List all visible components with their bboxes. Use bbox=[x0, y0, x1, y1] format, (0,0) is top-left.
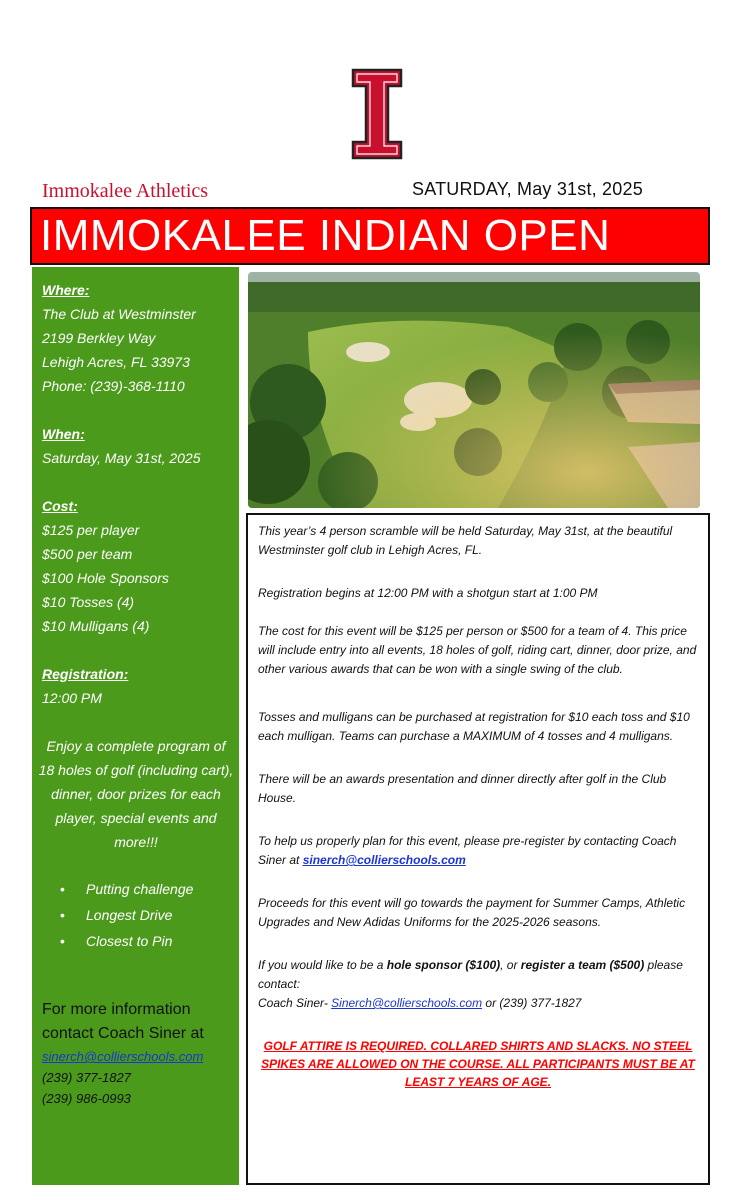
address-line-1: 2199 Berkley Way bbox=[42, 330, 156, 346]
contact-email-link[interactable]: sinerch@collierschools.com bbox=[42, 1049, 204, 1064]
cost-item: $10 Tosses (4) bbox=[42, 594, 135, 610]
cost-item: $10 Mulligans (4) bbox=[42, 618, 150, 634]
paragraph: The cost for this event will be $125 per person or $500 for a team of 4. This price will include entry into all events, 18 holes of golf, riding cart, dinner, door prize, and other various awards that can be won with a single swing of the club. bbox=[258, 624, 697, 676]
paragraph: Tosses and mulligans can be purchased at registration for $10 each toss and $10 each mulligan. Teams can purchase a MAXIMUM of 4 tosses and 4 mulligans. bbox=[258, 710, 690, 743]
hole-sponsor-text: hole sponsor ($100) bbox=[386, 958, 501, 972]
contact-section bbox=[42, 998, 204, 1109]
preregister-text: To help us properly plan for this event, please pre-register by contacting Coach Siner at bbox=[258, 834, 677, 867]
cost-heading: Cost: bbox=[42, 498, 78, 514]
where-section bbox=[42, 278, 196, 398]
event-date: SATURDAY, May 31st, 2025 bbox=[412, 179, 643, 199]
list-item: • Putting challenge bbox=[60, 876, 193, 902]
cost-section bbox=[42, 494, 169, 638]
list-item: • Closest to Pin bbox=[60, 928, 193, 954]
sponsor-paragraph bbox=[258, 956, 700, 1013]
attire-warning: GOLF ATTIRE IS REQUIRED. COLLARED SHIRTS AND SLACKS. NO STEEL SPIKES ARE ALLOWED ON THE COURSE. ALL PARTICIPANTS MUST BE AT LEAST 7 YEARS OF AGE. bbox=[261, 1039, 695, 1089]
activity-list bbox=[60, 876, 193, 954]
list-item: • Longest Drive bbox=[60, 902, 193, 928]
sponsor-text: , or bbox=[500, 958, 521, 972]
paragraph: Proceeds for this event will go towards the payment for Summer Camps, Athletic Upgrades and New Adidas Uniforms for the 2025-2026 seasons. bbox=[258, 896, 686, 929]
where-heading: Where: bbox=[42, 282, 90, 298]
when-section bbox=[42, 422, 201, 470]
sponsor-text: If you would like to be a bbox=[258, 958, 387, 972]
address-line-2: Lehigh Acres, FL 33973 bbox=[42, 354, 190, 370]
paragraph: Registration begins at 12:00 PM with a shotgun start at 1:00 PM bbox=[258, 586, 598, 600]
coach-label: Coach Siner- bbox=[258, 996, 332, 1010]
venue-name: The Club at Westminster bbox=[42, 306, 196, 322]
paragraph: This year’s 4 person scramble will be held Saturday, May 31st, at the beautiful Westminster golf club in Lehigh Acres, FL. bbox=[258, 524, 673, 557]
preregister-paragraph bbox=[258, 832, 700, 870]
registration-heading: Registration: bbox=[42, 666, 129, 682]
cost-item: $100 Hole Sponsors bbox=[42, 570, 169, 586]
sponsor-email-link[interactable]: Sinerch@collierschools.com bbox=[331, 996, 483, 1010]
more-info-line-1: For more information bbox=[42, 1001, 191, 1018]
preregister-email-link[interactable]: sinerch@collierschools.com bbox=[302, 853, 466, 867]
registration-section bbox=[42, 662, 128, 710]
program-description: Enjoy a complete program of 18 holes of golf (including cart), dinner, door prizes for each player, special events and more!!! bbox=[38, 738, 234, 850]
when-date: Saturday, May 31st, 2025 bbox=[42, 450, 201, 466]
register-team-text: register a team ($500) bbox=[520, 958, 645, 972]
cost-item: $125 per player bbox=[42, 522, 140, 538]
immokalee-i-logo bbox=[351, 68, 403, 160]
when-heading: When: bbox=[42, 426, 85, 442]
sponsor-text: please contact: bbox=[258, 958, 683, 991]
contact-phone-2: (239) 986-0993 bbox=[42, 1091, 131, 1106]
cost-item: $500 per team bbox=[42, 546, 133, 562]
registration-time: 12:00 PM bbox=[42, 690, 102, 706]
venue-phone: Phone: (239)-368-1110 bbox=[42, 378, 185, 394]
paragraph: There will be an awards presentation and dinner directly after golf in the Club House. bbox=[258, 772, 667, 805]
contact-phone-1: (239) 377-1827 bbox=[42, 1070, 131, 1085]
organization-name: Immokalee Athletics bbox=[42, 180, 209, 202]
event-title: IMMOKALEE INDIAN OPEN bbox=[40, 211, 611, 260]
golf-course-photo bbox=[248, 272, 700, 508]
more-info-line-2: contact Coach Siner at bbox=[42, 1025, 204, 1042]
coach-phone: or (239) 377-1827 bbox=[482, 996, 582, 1010]
